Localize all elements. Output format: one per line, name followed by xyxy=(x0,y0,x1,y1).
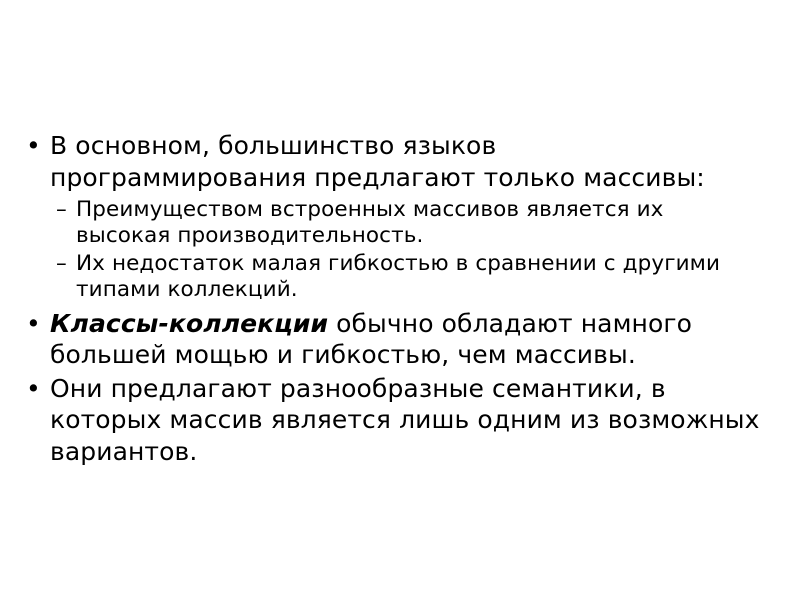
list-item xyxy=(50,197,760,250)
list-item xyxy=(14,308,760,371)
list-item-text: В основном, большинство языков программирования предлагают только массивы: xyxy=(50,131,705,192)
sub-bullet-list xyxy=(50,197,760,304)
bullet-list xyxy=(14,130,760,467)
list-item-text: Их недостаток малая гибкостью в сравнении с другими типами коллекций. xyxy=(76,250,721,303)
bullet-marker-icon: • xyxy=(26,308,41,338)
list-item-text: Они предлагают разнообразные семантики, в которых массив является лишь одним из возможных вариантов. xyxy=(50,373,760,466)
dash-marker-icon: – xyxy=(56,197,67,222)
bullet-marker-icon: • xyxy=(26,131,41,160)
bullet-marker-icon: • xyxy=(26,373,41,403)
list-item-text: Преимуществом встроенных массивов является их высокая производительность. xyxy=(76,197,664,249)
list-item xyxy=(14,130,760,304)
list-item-text: обычно обладают намного большей мощью и гибкостью, чем массивы. xyxy=(50,308,693,370)
list-item-emphasis: Классы-коллекции xyxy=(50,308,329,338)
list-item xyxy=(50,251,760,304)
list-item xyxy=(14,373,760,468)
dash-marker-icon: – xyxy=(56,250,67,276)
